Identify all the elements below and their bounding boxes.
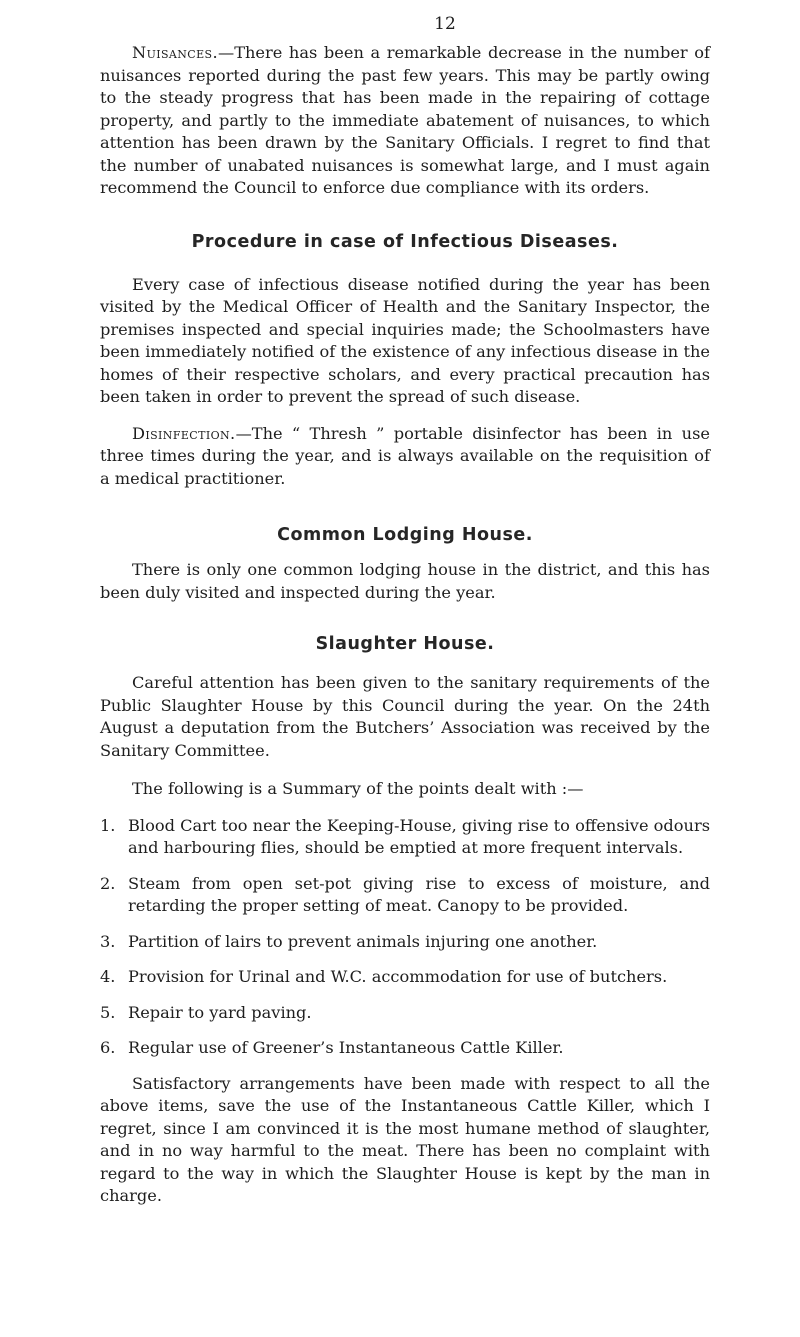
disinfection-lead: Disinfection. [132,423,236,443]
nuisances-paragraph [100,42,710,200]
disinfection-paragraph [100,423,710,491]
list-item [100,873,710,918]
disinfection-text: —The “ Thresh ” portable disinfector has been in use three times during the year, and is always available on the requisition of a medical practitioner. [100,423,710,488]
list-item-number: 3. [100,931,116,951]
list-item-number: 6. [100,1038,116,1057]
list-item [100,1037,710,1060]
list-item-text: Steam from open set-pot giving rise to excess of moisture, and retarding the proper setting of meat. Canopy to be provided. [128,873,710,915]
list-item [100,815,710,860]
list-item-text: Blood Cart too near the Keeping-House, giving rise to offensive odours and harbouring flies, should be emptied at more frequent intervals. [128,815,710,857]
list-item [100,1002,710,1025]
slaughter-house-paragraph: Careful attention has been given to the sanitary requirements of the Public Slaughter House by this Council during the year. On the 24th August a deputation from the Butchers’ Association was received by the Sanitary Committee. [100,673,710,760]
list-item-number: 2. [100,873,116,893]
nuisances-lead: Nuisances. [132,43,219,62]
list-item [100,966,710,989]
list-item-text: Partition of lairs to prevent animals injuring one another. [128,931,598,951]
page-number: 12 [434,14,456,34]
list-item-text: Provision for Urinal and W.C. accommodation for use of butchers. [128,967,668,986]
closing-paragraph: Satisfactory arrangements have been made with respect to all the above items, save the use of the Instantaneous Cattle Killer, which I regret, since I am convinced it is the most humane method of slaughter, and in no way harmful to the meat. There has been no complaint with regard to the way in which the Slaughter House is kept by the man in charge. [100,1073,710,1205]
list-item-text: Repair to yard paving. [128,1002,312,1022]
document-page [100,14,710,1208]
list-item [100,931,710,954]
procedure-paragraph: Every case of infectious disease notified during the year has been visited by the Medical Officer of Health and the Sanitary Inspector, the premises inspected and special inquiries made; the Schoolmasters have been immediately notified of the existence of any infectious disease in the homes of their respective scholars, and every practical precaution has been taken in order to prevent the spread of such disease. [100,274,710,406]
list-item-number: 4. [100,967,116,986]
procedure-heading: Procedure in case of Infectious Diseases. [191,231,619,252]
list-item-number: 1. [100,815,116,835]
summary-list [100,815,710,1060]
summary-intro: The following is a Summary of the points dealt with :— [132,779,584,798]
list-item-text: Regular use of Greener’s Instantaneous Cattle Killer. [128,1038,564,1057]
lodging-house-paragraph: There is only one common lodging house in the district, and this has been duly visited and inspected during the year. [100,560,710,602]
lodging-house-heading: Common Lodging House. [277,525,533,545]
list-item-number: 5. [100,1002,116,1022]
slaughter-house-heading: Slaughter House. [315,634,495,654]
nuisances-text: —There has been a remarkable decrease in the number of nuisances reported during the past few years. This may be partly owing to the steady progress that has been made in the repairing of cottage property, and partly to the immediate abatement of nuisances, to which attention has been drawn by the Sanitary Officials. I regret to find that the number of unabated nuisances is somewhat large, and I must again recommend the Council to enforce due compliance with its orders. [100,43,710,197]
